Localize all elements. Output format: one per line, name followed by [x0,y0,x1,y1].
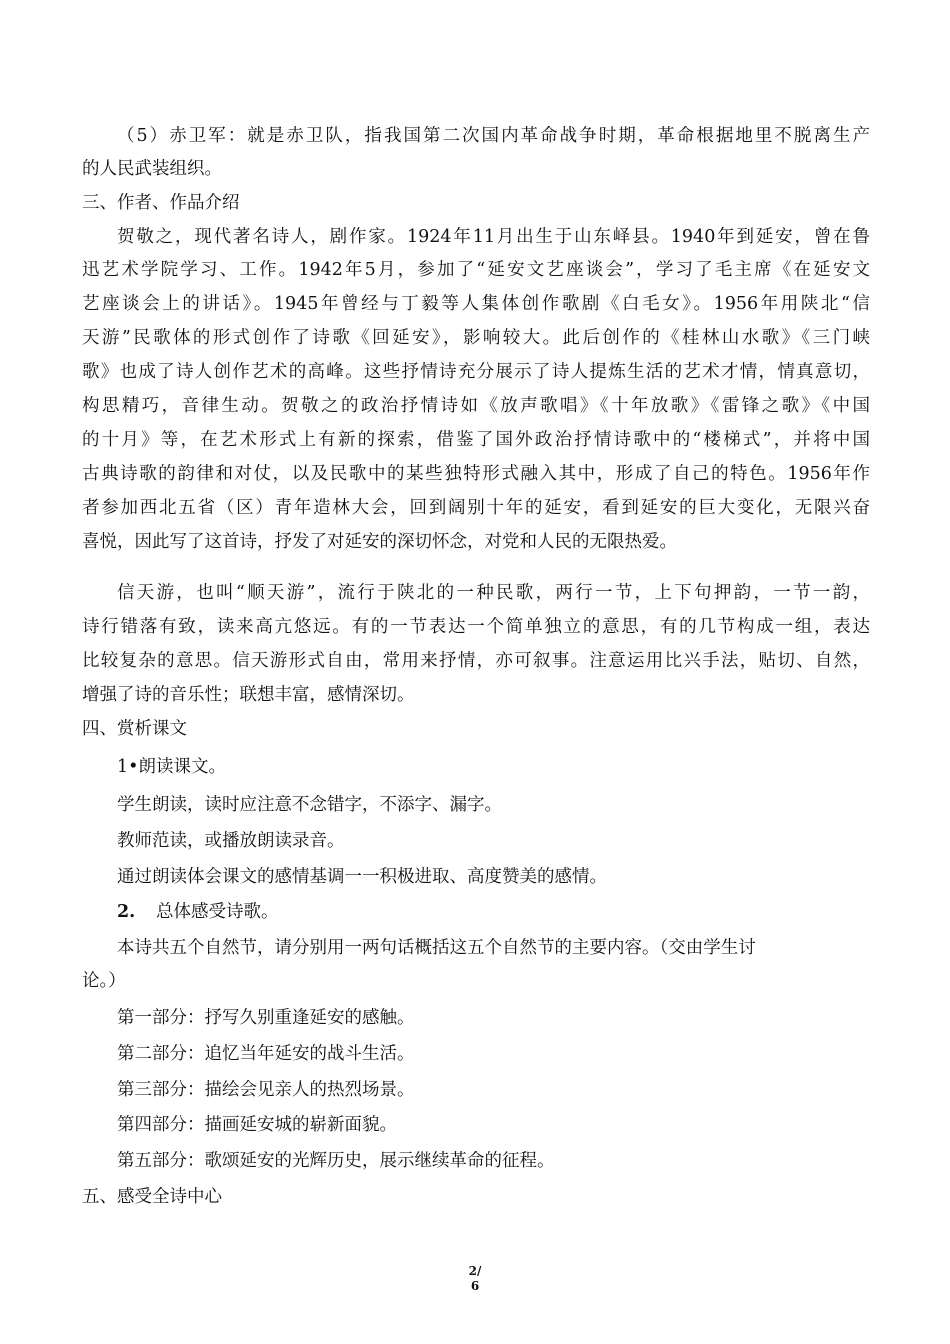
paragraph-line: 增强了诗的音乐性；联想丰富，感情深切。 [82,685,415,705]
step-2-prompt-line-2: 论。） [82,971,126,991]
paragraph-line: 喜悦，因此写了这首诗，抒发了对延安的深切怀念，对党和人民的无限热爱。 [82,532,677,552]
paragraph-line: 信天游，也叫“顺天游”，流行于陕北的一种民歌，两行一节，上下句押韵，一节一韵， [117,583,870,603]
part-item: 第五部分：歌颂延安的光辉历史，展示继续革命的征程。 [117,1151,555,1171]
page-number-total: 6 [470,1279,480,1293]
item-5-line-1: （5）赤卫军：就是赤卫队，指我国第二次国内革命战争时期，革命根据地里不脱离生产 [117,126,870,146]
step-2-title: 总体感受诗歌。 [156,902,279,922]
part-item: 第一部分：抒写久别重逢延安的感触。 [117,1008,415,1028]
paragraph-line: 诗行错落有致，读来高亢悠远。有的一节表达一个简单独立的意思，有的几节构成一组，表达 [82,617,870,637]
section-5-heading: 五、感受全诗中心 [82,1187,222,1207]
step-2-number: 2. [117,902,136,922]
section-4-heading: 四、赏析课文 [82,719,187,739]
step-1-title: 1•朗读课文。 [117,757,226,777]
paragraph-line: 比较复杂的意思。信天游形式自由，常用来抒情，亦可叙事。注意运用比兴手法，贴切、自然， [82,651,870,671]
part-item: 第三部分：描绘会见亲人的热烈场景。 [117,1080,415,1100]
paragraph-line: 艺座谈会上的讲话》。1945年曾经与丁毅等人集体创作歌剧《白毛女》。1956年用陕北“信 [82,294,870,314]
step-1-line: 学生朗读，读时应注意不念错字，不添字、漏字。 [117,795,502,815]
step-1-line: 教师范读，或播放朗读录音。 [117,831,345,851]
paragraph-line: 天游”民歌体的形式创作了诗歌《回延安》，影响较大。此后创作的《桂林山水歌》《三门峡 [82,328,870,348]
paragraph-line: 构思精巧，音律生动。贺敬之的政治抒情诗如《放声歌唱》《十年放歌》《雷锋之歌》《中国 [82,396,870,416]
step-2-prompt-line-1: 本诗共五个自然节，请分别用一两句话概括这五个自然节的主要内容。（交由学生讨 [117,938,756,958]
step-1-line: 通过朗读体会课文的感情基调一一积极进取、高度赞美的感情。 [117,867,607,887]
paragraph-line: 迅艺术学院学习、工作。1942年5月，参加了“延安文艺座谈会”，学习了毛主席《在延安文 [82,260,870,280]
paragraph-line: 者参加西北五省（区）青年造林大会，回到阔别十年的延安，看到延安的巨大变化，无限兴奋 [82,498,870,518]
page-number-current: 2/ [468,1264,482,1278]
item-5-line-2: 的人民武装组织。 [82,159,222,179]
paragraph-line: 贺敬之，现代著名诗人，剧作家。1924年11月出生于山东峄县。1940年到延安，曾在鲁 [117,227,870,247]
paragraph-line: 古典诗歌的韵律和对仗，以及民歌中的某些独特形式融入其中，形成了自己的特色。1956年作 [82,464,870,484]
paragraph-line: 的十月》等，在艺术形式上有新的探索，借鉴了国外政治抒情诗歌中的“楼梯式”，并将中国 [82,430,870,450]
part-item: 第二部分：追忆当年延安的战斗生活。 [117,1044,415,1064]
part-item: 第四部分：描画延安城的崭新面貌。 [117,1115,397,1135]
paragraph-line: 歌》也成了诗人创作艺术的高峰。这些抒情诗充分展示了诗人提炼生活的艺术才情，情真意切， [82,362,870,382]
section-3-heading: 三、作者、作品介绍 [82,193,240,213]
